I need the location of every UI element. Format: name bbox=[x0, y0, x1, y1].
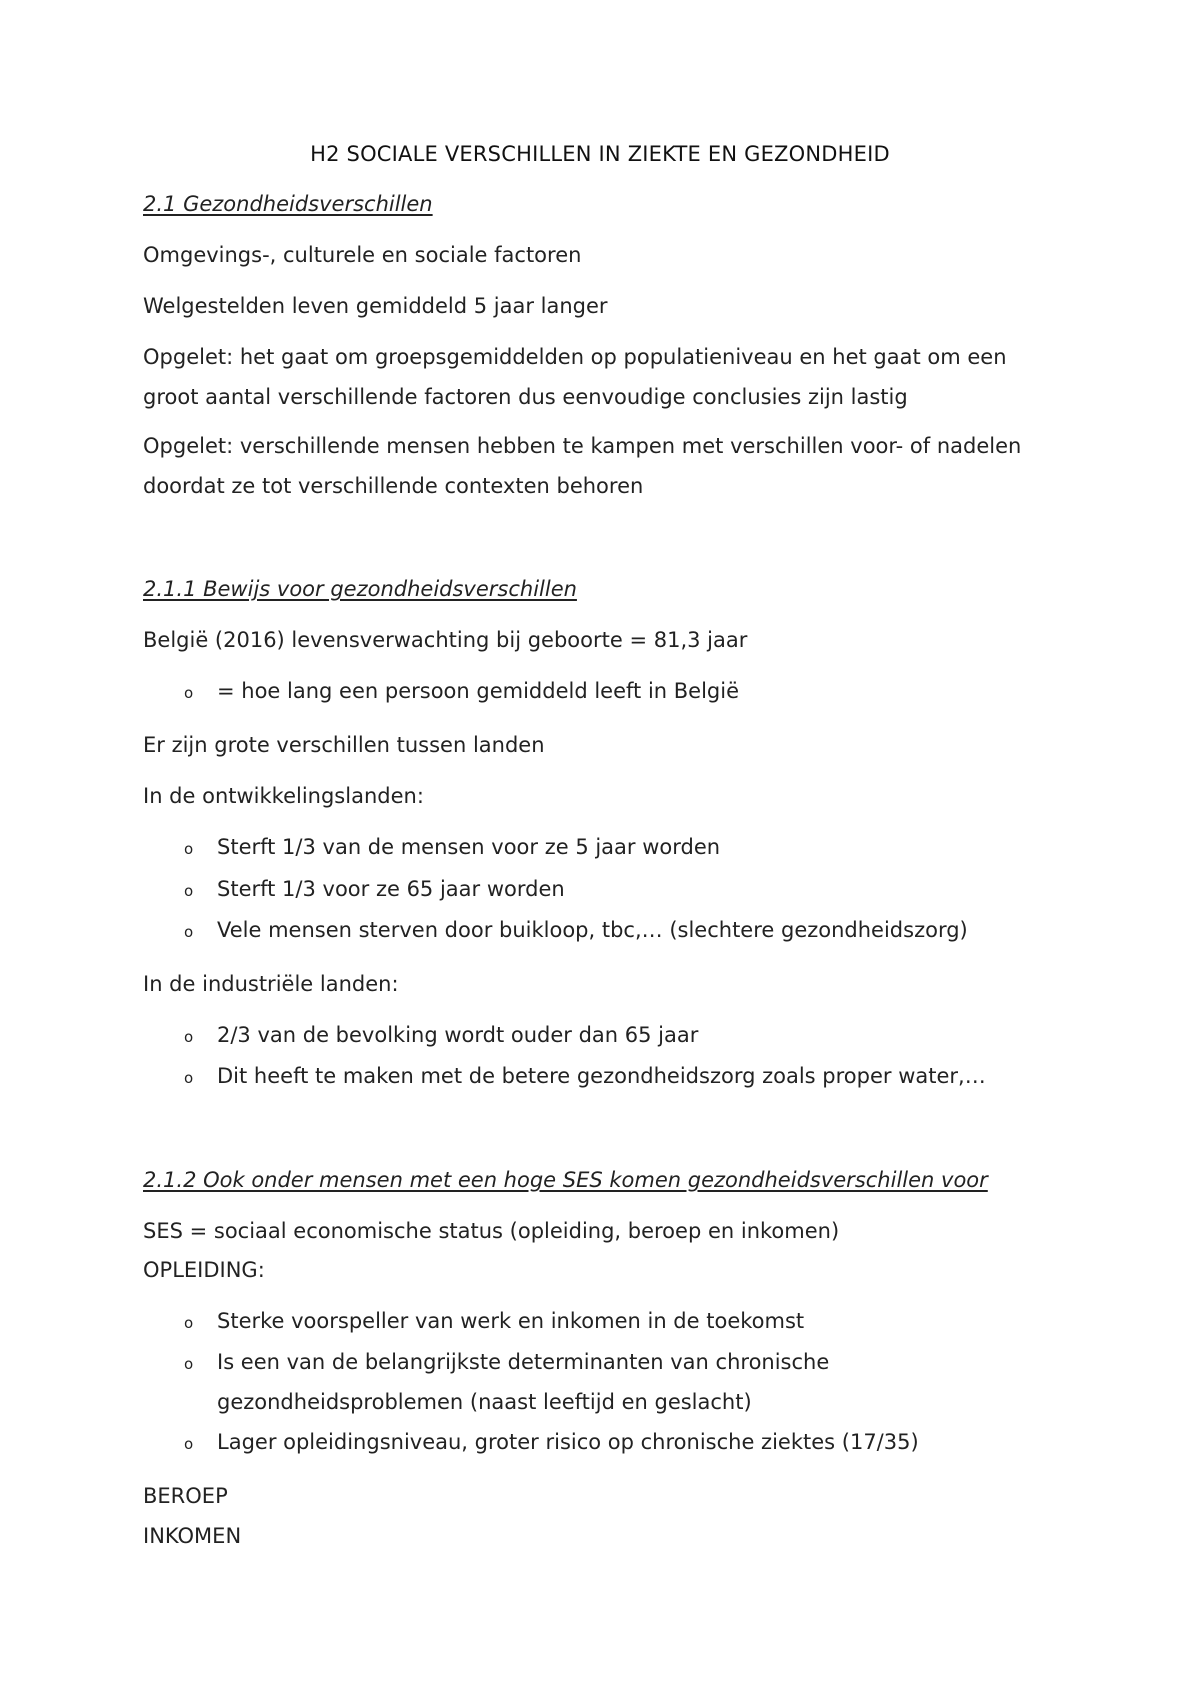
list-item: Sterft 1/3 van de mensen voor ze 5 jaar worden bbox=[217, 835, 721, 859]
bullet-marker: o bbox=[184, 840, 194, 858]
paragraph-line: groot aantal verschillende factoren dus eenvoudige conclusies zijn lastig bbox=[143, 385, 908, 409]
section-heading-2-1: 2.1 Gezondheidsverschillen bbox=[143, 192, 433, 216]
list-item: Sterft 1/3 voor ze 65 jaar worden bbox=[217, 877, 565, 901]
list-item: Sterke voorspeller van werk en inkomen in de toekomst bbox=[217, 1309, 805, 1333]
paragraph: Omgevings-, culturele en sociale factoren bbox=[143, 243, 582, 267]
list-item-continuation: gezondheidsproblemen (naast leeftijd en geslacht) bbox=[217, 1390, 752, 1414]
paragraph: BEROEP bbox=[143, 1484, 228, 1508]
bullet-marker: o bbox=[184, 1028, 194, 1046]
bullet-marker: o bbox=[184, 923, 194, 941]
list-item: Is een van de belangrijkste determinanten van chronische bbox=[217, 1350, 830, 1374]
paragraph: SES = sociaal economische status (opleiding, beroep en inkomen) bbox=[143, 1219, 840, 1243]
paragraph: In de industriële landen: bbox=[143, 972, 399, 996]
section-heading-2-1-2: 2.1.2 Ook onder mensen met een hoge SES komen gezondheidsverschillen voor bbox=[143, 1168, 988, 1192]
paragraph-line: Opgelet: het gaat om groepsgemiddelden op populatieniveau en het gaat om een bbox=[143, 345, 1007, 369]
bullet-marker: o bbox=[184, 1355, 194, 1373]
list-item: Lager opleidingsniveau, groter risico op chronische ziektes (17/35) bbox=[217, 1430, 919, 1454]
list-item: Dit heeft te maken met de betere gezondheidszorg zoals proper water,… bbox=[217, 1064, 986, 1088]
section-heading-2-1-1: 2.1.1 Bewijs voor gezondheidsverschillen bbox=[143, 577, 577, 601]
paragraph: INKOMEN bbox=[143, 1524, 242, 1548]
list-item: Vele mensen sterven door buikloop, tbc,… (slechtere gezondheidszorg) bbox=[217, 918, 968, 942]
bullet-marker: o bbox=[184, 1069, 194, 1087]
bullet-marker: o bbox=[184, 684, 194, 702]
paragraph-line: Opgelet: verschillende mensen hebben te kampen met verschillen voor- of nadelen bbox=[143, 434, 1022, 458]
bullet-marker: o bbox=[184, 882, 194, 900]
paragraph: Welgestelden leven gemiddeld 5 jaar langer bbox=[143, 294, 608, 318]
list-item: 2/3 van de bevolking wordt ouder dan 65 jaar bbox=[217, 1023, 699, 1047]
list-item: = hoe lang een persoon gemiddeld leeft in België bbox=[217, 679, 740, 703]
paragraph: OPLEIDING: bbox=[143, 1258, 265, 1282]
paragraph: In de ontwikkelingslanden: bbox=[143, 784, 424, 808]
document-title: H2 SOCIALE VERSCHILLEN IN ZIEKTE EN GEZONDHEID bbox=[310, 142, 890, 166]
paragraph: Er zijn grote verschillen tussen landen bbox=[143, 733, 545, 757]
bullet-marker: o bbox=[184, 1435, 194, 1453]
bullet-marker: o bbox=[184, 1314, 194, 1332]
paragraph-line: doordat ze tot verschillende contexten behoren bbox=[143, 474, 644, 498]
paragraph: België (2016) levensverwachting bij geboorte = 81,3 jaar bbox=[143, 628, 748, 652]
